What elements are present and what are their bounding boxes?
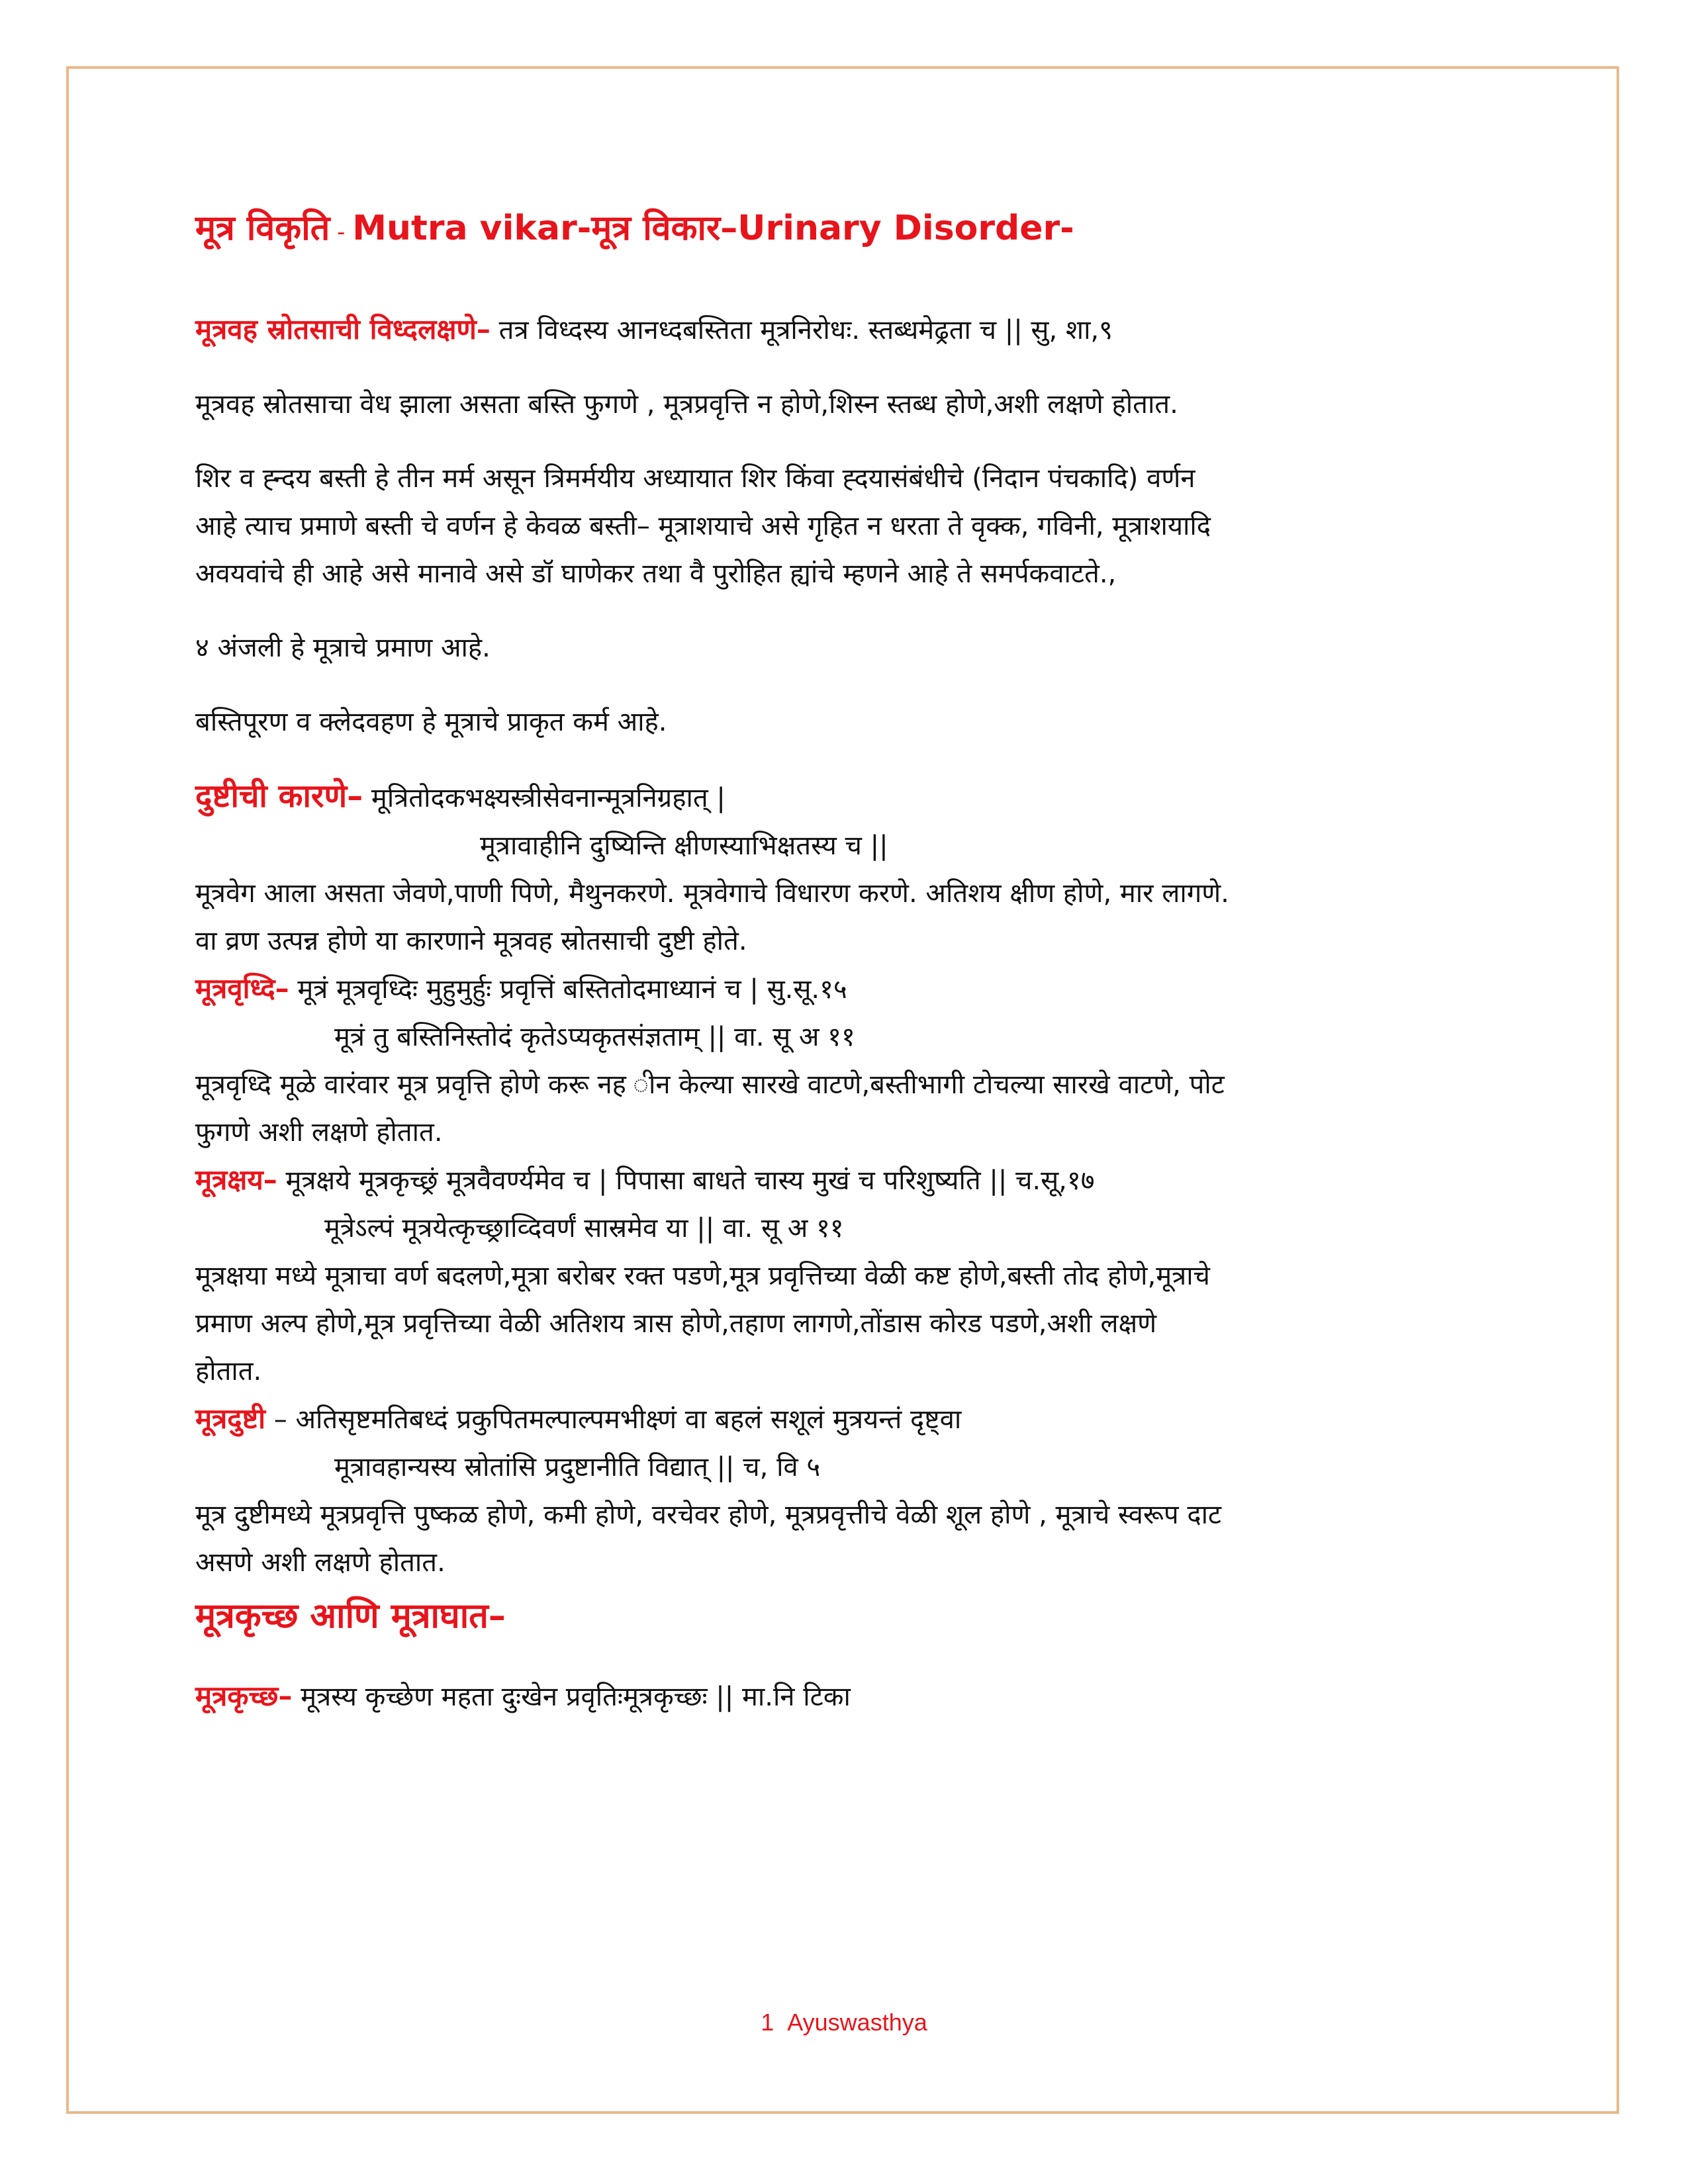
vedha-verse: तत्र विध्दस्य आनध्दबस्तिता मूत्रनिरोधः. स्तब्धमेढ्रता च || सु, शा,९ xyxy=(490,315,1113,345)
title-english: Mutra vikar-मूत्र विकार–Urinary Disorder- xyxy=(352,208,1074,248)
kshaya-verse-1: मूत्रक्षये मूत्रकृच्छ्रं मूत्रवैवर्ण्यमेव च | पिपासा बाधते चास्य मुखं च परिशुष्यति || च.सू,१७ xyxy=(277,1165,1095,1196)
mutra-pramana: ४ अंजली हे मूत्राचे प्रमाण आहे. xyxy=(195,633,491,663)
vriddhi-explain-line: फुगणे अशी लक्षणे होतात. xyxy=(195,1117,443,1148)
dushti-explain-line: मूत्र दुष्टीमध्ये मूत्रप्रवृत्ति पुष्कळ होणे, कमी होणे, वरचेवर होणे, मूत्रप्रवृत्तीचे वेळी शूल होणे , मूत्राचे स्वरूप दाट xyxy=(195,1500,1222,1530)
kruchha-aghat-heading: मूत्रकृच्छ आणि मूत्राघात– xyxy=(195,1596,506,1636)
dushti-karan-verse-2: मूत्रावाहीनि दुष्यिन्ति क्षीणस्याभिक्षतस्य च || xyxy=(480,831,888,861)
dushti-verse-line xyxy=(195,1395,1493,1443)
kshaya-explain-line: होतात. xyxy=(195,1356,262,1387)
vedha-explanation: मूत्रवह स्रोतसाचा वेध झाला असता बस्ति फुगणे , मूत्रप्रवृत्ति न होणे,शिस्न स्तब्ध होणे,अशी लक्षणे होतात. xyxy=(195,389,1178,420)
kruchha-verse-line xyxy=(195,1672,1493,1721)
mutra-karma: बस्तिपूरण व क्लेदवहण हे मूत्राचे प्राकृत कर्म आहे. xyxy=(195,707,667,737)
title-dash: - xyxy=(330,219,353,246)
dushti-karan-verse-line xyxy=(195,772,1493,822)
vedha-paragraph xyxy=(195,455,1493,598)
dushti-explain-line: असणे अशी लक्षणे होतात. xyxy=(195,1547,445,1578)
vriddhi-heading: मूत्रवृध्दि– xyxy=(195,972,289,1005)
kshaya-explain-line: प्रमाण अल्प होणे,मूत्र प्रवृत्तिच्या वेळी अतिशय त्रास होणे,तहाण लागणे,तोंडास कोरड पडणे,अशी लक्षणे xyxy=(195,1308,1157,1339)
vriddhi-verse-2: मूत्रं तु बस्तिनिस्तोदं कृतेऽप्यकृतसंज्ञताम् || वा. सू अ ११ xyxy=(334,1022,855,1052)
vriddhi-explain-line: मूत्रवृध्दि मूळे वारंवार मूत्र प्रवृत्ति होणे करू नह ीन केल्या सारखे वाटणे,बस्तीभागी टोचल्या सारखे वाटणे, पोट xyxy=(195,1069,1225,1100)
page-title xyxy=(195,199,1493,262)
footer-text: Ayuswasthya xyxy=(787,2009,927,2036)
dushti-karan-verse-1: मूत्रितोदकभक्ष्यस्त्रीसेवनान्मूत्रनिग्रहात् | xyxy=(363,783,726,813)
vedha-heading: मूत्रवह स्रोतसाची विध्दलक्षणे– xyxy=(195,313,491,345)
kshaya-verse-2: मूत्रेऽल्पं मूत्रयेत्कृच्छ्राव्दिवर्णं सास्रमेव या || वा. सू अ ११ xyxy=(324,1213,844,1244)
dushti-karan-explain-line: वा व्रण उत्पन्न होणे या कारणाने मूत्रवह स्रोतसाची दुष्टी होते. xyxy=(195,926,747,956)
page-footer xyxy=(0,2009,1688,2036)
vedha-paragraph-line: शिर व ह्न्दय बस्ती हे तीन मर्म असून त्रिमर्मयीय अध्यायात शिर किंवा ह्दयासंबंधीचे (निदान पंचकादि) वर्णन xyxy=(195,463,1196,494)
kruchha-verse: मूत्रस्य कृच्छेण महता दुःखेन प्रवृतिःमूत्रकृच्छः || मा.नि टिका xyxy=(292,1682,851,1712)
dushti-karan-heading: दुष्टीची कारणे– xyxy=(195,778,363,815)
kshaya-verse-line xyxy=(195,1156,1493,1205)
document-body xyxy=(195,199,1493,1721)
dushti-karan-explain-line: मूत्रवेग आला असता जेवणे,पाणी पिणे, मैथुनकरणे. मूत्रवेगाचे विधारण करणे. अतिशय क्षीण होणे, मार लागणे. xyxy=(195,878,1229,909)
title-marathi: मूत्र विकृति xyxy=(195,208,330,248)
vedha-paragraph-line: अवयवांचे ही आहे असे मानावे असे डॉ घाणेकर तथा वै पुरोहित ह्यांचे म्हणने आहे ते समर्पकवाटते., xyxy=(195,559,1117,589)
kshaya-explain-line: मूत्रक्षया मध्ये मूत्राचा वर्ण बदलणे,मूत्रा बरोबर रक्त पडणे,मूत्र प्रवृत्तिच्या वेळी कष्ट होणे,बस्ती तोद होणे,मूत्राचे xyxy=(195,1261,1210,1291)
kruchha-heading: मूत्रकृच्छ– xyxy=(195,1680,293,1712)
vedha-verse-line xyxy=(195,306,1493,354)
vriddhi-verse-1: मूत्रं मूत्रवृध्दिः मुहुमुर्हुः प्रवृत्तिं बस्तितोदमाध्यानं च | सु.सू.१५ xyxy=(289,974,847,1005)
vedha-paragraph-line: आहे त्याच प्रमाणे बस्ती चे वर्णन हे केवळ बस्ती– मूत्राशयाचे असे गृहित न धरता ते वृक्क, गविनी, मूत्राशयादि xyxy=(195,511,1211,541)
vriddhi-verse-line xyxy=(195,965,1493,1013)
kshaya-heading: मूत्रक्षय– xyxy=(195,1163,277,1196)
page-number: 1 xyxy=(761,2009,774,2036)
dushti-verse-1: – अतिसृष्टमतिबध्दं प्रकुपितमल्पाल्पमभीक्ष्णं वा बहलं सशूलं मुत्रयन्तं दृष्ट्वा xyxy=(265,1404,962,1435)
dushti-heading: मूत्रदुष्टी xyxy=(195,1402,266,1435)
dushti-verse-2: मूत्रावहान्यस्य स्रोतांसि प्रदुष्टानीति विद्यात् || च, वि ५ xyxy=(334,1452,821,1482)
